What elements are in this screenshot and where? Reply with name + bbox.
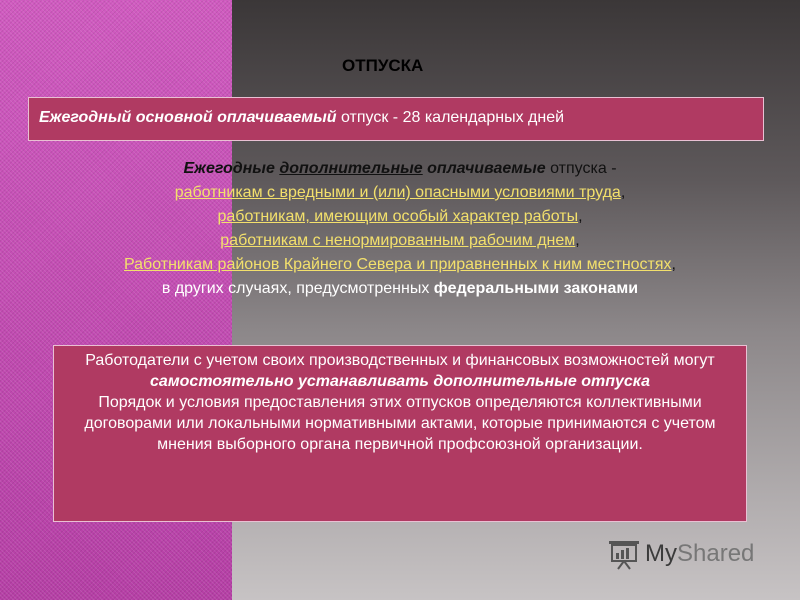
link-line-1: работникам с вредными и (или) опасными условиями труда,: [174, 184, 626, 201]
link-line-3: работникам с ненормированным рабочим днем,: [220, 232, 580, 249]
watermark-shared: Shared: [677, 540, 755, 567]
intro-part-a: Ежегодные: [183, 160, 280, 177]
banner-text: отпуск - 28 календарных дней: [336, 109, 565, 126]
slide-title: ОТПУСКА: [342, 56, 424, 75]
intro-part-d: отпуска -: [545, 160, 617, 177]
link-far-north[interactable]: Работникам районов Крайнего Севера и приравненных к ним местностях: [124, 256, 672, 273]
info-paragraph-2: Порядок и условия предоставления этих отпусков определяются коллективными договорами или локальными нормативными актами, которые принимаются с учетом мнения выборного органа первичной профсоюзной организации.: [84, 394, 716, 453]
closing-bold: федеральными законами: [433, 280, 639, 297]
additional-vacations-block: [10, 157, 790, 301]
info-line1: Работодатели с учетом своих производственных и финансовых возможностей могут: [85, 352, 715, 369]
link-special-work[interactable]: работникам, имеющим особый характер работы: [217, 208, 579, 225]
watermark-text: [645, 540, 754, 568]
myshared-watermark: [607, 536, 754, 572]
link-line-2: работникам, имеющим особый характер работы,: [217, 208, 583, 225]
link-line-4: Работникам районов Крайнего Севера и приравненных к ним местностях,: [124, 256, 676, 273]
link-harmful-conditions[interactable]: работникам с вредными и (или) опасными условиями труда: [174, 184, 621, 201]
intro-part-c: оплачиваемые: [422, 160, 546, 177]
closing-line: [10, 277, 790, 301]
link-irregular-hours[interactable]: работникам с ненормированным рабочим днем: [220, 232, 576, 249]
watermark-my: My: [645, 540, 677, 567]
intro-part-b: дополнительные: [279, 160, 423, 177]
info-paragraph-1: [68, 350, 732, 392]
info-line1-emphasis: самостоятельно устанавливать дополнительные отпуска: [150, 373, 650, 390]
banner-emphasis: Ежегодный основной оплачиваемый: [39, 109, 337, 126]
main-vacation-banner: [28, 97, 764, 141]
presentation-board-icon: [607, 538, 641, 570]
employer-info-box: [53, 345, 747, 522]
additional-intro: [10, 157, 790, 181]
closing-prefix: в других случаях, предусмотренных: [161, 280, 434, 297]
